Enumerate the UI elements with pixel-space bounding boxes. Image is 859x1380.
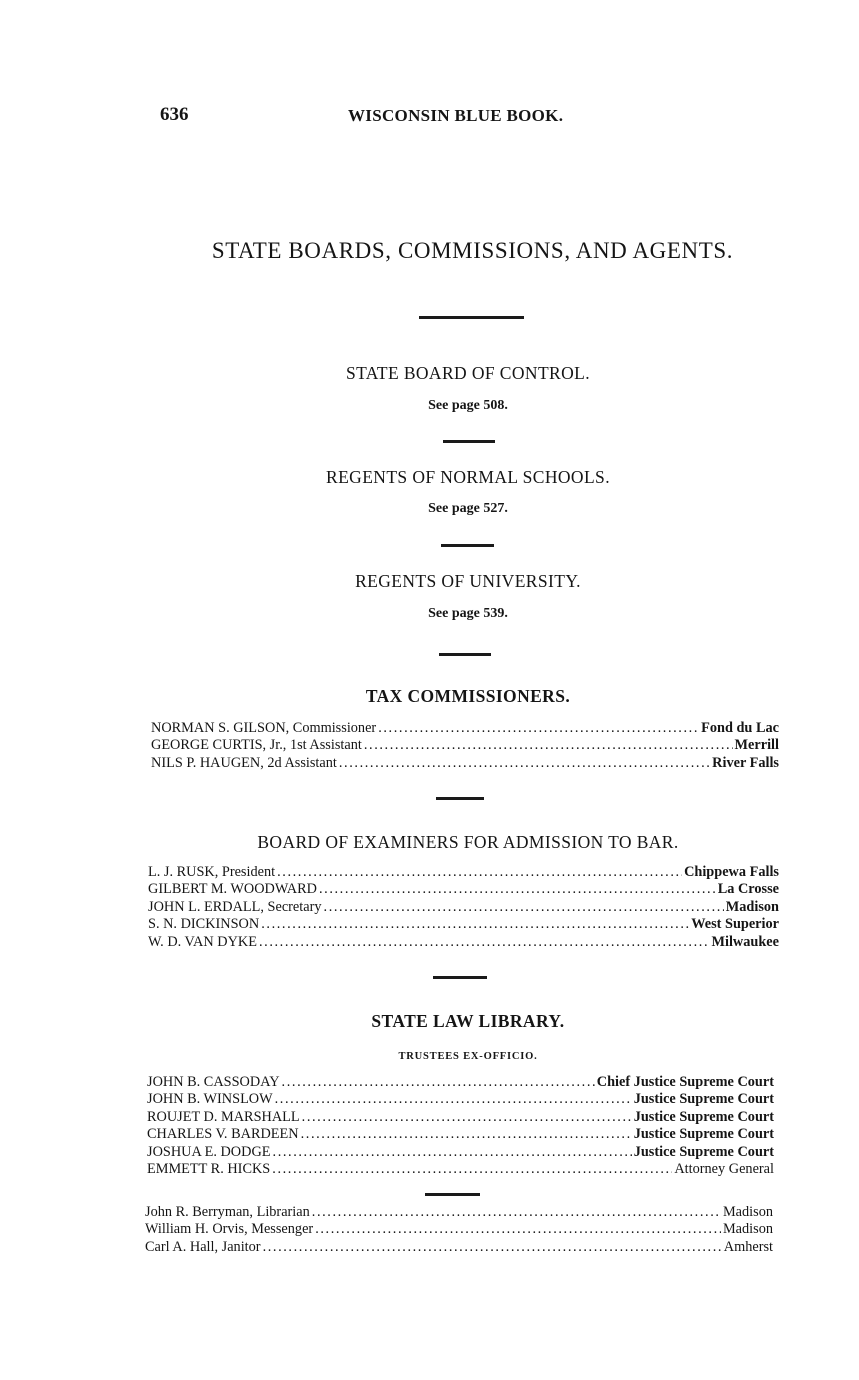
bar-examiners-list [148,864,779,951]
entry-role: Justice Supreme Court [633,1126,774,1143]
section-title-law-library: STATE LAW LIBRARY. [371,1011,565,1031]
entry-place: Madison [722,1204,773,1220]
entry-name: Carl A. Hall, Janitor [145,1238,261,1255]
divider-rule [436,797,484,800]
list-item [148,916,779,933]
entry-name: W. D. VAN DYKE [148,933,257,950]
entry-role: Attorney General [674,1160,774,1177]
page-title: STATE BOARDS, COMMISSIONS, AND AGENTS. [211,238,734,263]
list-item [145,1221,773,1238]
entry-name: L. J. RUSK, President [148,864,276,880]
entry-name: John R. Berryman, Librarian [145,1204,310,1220]
running-head [160,104,620,128]
leader-dots [261,916,689,933]
divider-rule [425,1193,480,1196]
leader-dots [324,899,724,916]
entry-place: West Superior [691,916,779,933]
tax-commissioners-list [151,720,779,772]
entry-role: Justice Supreme Court [633,1143,774,1160]
leader-dots [263,1239,722,1256]
leader-dots [259,934,710,951]
entry-name: CHARLES V. BARDEEN [147,1126,299,1143]
entry-place: Fond du Lac [701,720,779,736]
entry-place: Amherst [723,1238,773,1255]
page-number: 636 [160,104,189,125]
leader-dots [282,1074,595,1091]
list-item [147,1126,774,1143]
list-item [147,1091,774,1108]
list-item [151,755,779,772]
list-item [147,1109,774,1126]
leader-dots [301,1126,632,1143]
list-item [148,864,779,881]
entry-place: La Crosse [717,881,779,898]
entry-name: JOHN L. ERDALL, Secretary [148,898,322,915]
leader-dots [277,864,682,881]
running-title: WISCONSIN BLUE BOOK. [348,106,564,125]
entry-name: JOSHUA E. DODGE [147,1143,271,1160]
entry-role: Chief Justice Supreme Court [596,1074,774,1090]
entry-name: GEORGE CURTIS, Jr., 1st Assistant [151,737,362,754]
leader-dots [378,720,699,737]
entry-role: Justice Supreme Court [633,1091,774,1108]
leader-dots [319,881,716,898]
leader-dots [364,737,733,754]
divider-rule [443,440,495,443]
entry-name: JOHN B. CASSODAY [147,1074,280,1090]
see-page-reference: See page 539. [428,606,508,621]
entry-place: Madison [725,898,779,915]
leader-dots [312,1204,721,1221]
trustees-subheading: TRUSTEES EX-OFFICIO. [398,1051,538,1062]
list-item [147,1074,774,1091]
leader-dots [339,755,710,772]
entry-role: Justice Supreme Court [633,1108,774,1125]
list-item [147,1144,774,1161]
list-item [151,737,779,754]
section-title-university: REGENTS OF UNIVERSITY. [355,571,581,591]
divider-rule [439,653,491,656]
library-staff-list [145,1204,773,1256]
entry-name: NILS P. HAUGEN, 2d Assistant [151,754,337,771]
divider-rule [441,544,494,547]
entry-name: JOHN B. WINSLOW [147,1091,273,1108]
trustees-list [147,1074,774,1178]
section-title-normal-schools: REGENTS OF NORMAL SCHOOLS. [326,467,610,487]
entry-place: Milwaukee [711,933,779,950]
list-item [145,1204,773,1221]
leader-dots [273,1144,632,1161]
divider-rule [419,316,524,319]
see-page-reference: See page 527. [428,501,508,516]
section-title-bar-examiners: BOARD OF EXAMINERS FOR ADMISSION TO BAR. [257,832,679,852]
list-item [145,1239,773,1256]
entry-name: ROUJET D. MARSHALL [147,1108,300,1125]
list-item [151,720,779,737]
entry-place: Chippewa Falls [684,864,779,880]
entry-name: EMMETT R. HICKS [147,1160,271,1177]
entry-name: GILBERT M. WOODWARD [148,881,317,898]
list-item [148,881,779,898]
leader-dots [272,1161,672,1178]
entry-name: William H. Orvis, Messenger [145,1221,314,1238]
list-item [148,899,779,916]
list-item [147,1161,774,1178]
entry-place: Madison [722,1221,773,1238]
leader-dots [275,1091,632,1108]
leader-dots [302,1109,632,1126]
entry-place: River Falls [712,754,779,771]
entry-name: NORMAN S. GILSON, Commissioner [151,720,377,736]
list-item [148,934,779,951]
section-title-board-of-control: STATE BOARD OF CONTROL. [345,363,591,383]
divider-rule [433,976,487,979]
leader-dots [315,1221,721,1238]
see-page-reference: See page 508. [428,398,508,413]
section-title-tax-commissioners: TAX COMMISSIONERS. [365,686,571,706]
entry-place: Merrill [734,737,779,754]
entry-name: S. N. DICKINSON [148,916,260,933]
